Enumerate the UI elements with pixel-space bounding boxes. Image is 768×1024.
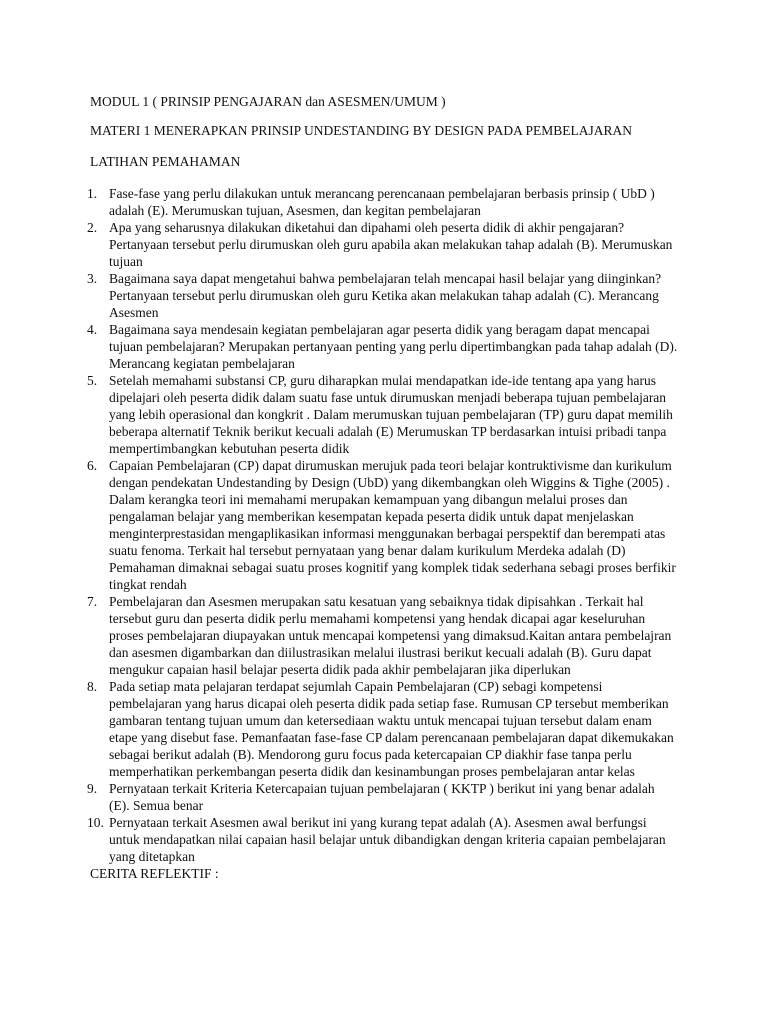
- list-item: [87, 185, 678, 219]
- item-text: Capaian Pembelajaran (CP) dapat dirumuskan merujuk pada teori belajar kontruktivisme dan kurikulum dengan pendekatan Undestanding by Design (UbD) yang dikembangkan oleh Wiggins & Tighe (2005) . Dalam kerangka teori ini memahami merupakan kemampuan yang dibangun melalui proses dan pengalaman belajar yang memberikan kesempatan kepada peserta didik untuk dapat menjelaskan menginterprestasidan mengaplikasikan informasi menggunakan berbagai perspektif dan berempati atas suatu fenoma. Terkait hal tersebut pernyataan yang benar dalam kurikulum Merdeka adalah (D) Pemahaman dimaknai sebagai suatu proses kognitif yang komplek tidak sederhana sebagi proses berfikir tingkat rendah: [109, 458, 676, 592]
- latihan-title: LATIHAN PEMAHAMAN: [90, 154, 241, 169]
- list-item: [87, 678, 678, 780]
- item-text: Pada setiap mata pelajaran terdapat sejumlah Capain Pembelajaran (CP) sebagi kompetensi pembelajaran yang harus dicapai oleh peserta didik pada setiap fase. Rumusan CP tersebut memberikan gambaran tentang tujuan umum dan ketersediaan waktu untuk mencapai tujuan tersebut dalam enam etape yang disebut fase. Pemanfaatan fase-fase CP dalam perencanaan pembelajaran dapat dikemukakan sebagai berikut adalah (B). Mendorong guru focus pada ketercapaian CP diakhir fase tanpa perlu memperhatikan perkembangan peserta didik dan kesinambungan proses pembelajaran antar kelas: [109, 679, 674, 779]
- item-text: Bagaimana saya mendesain kegiatan pembelajaran agar peserta didik yang beragam dapat mencapai tujuan pembelajaran? Merupakan pertanyaan penting yang perlu dipertimbangkan pada tahap adalah (D). Merancang kegiatan pembelajaran: [109, 322, 678, 371]
- item-number: 6.: [87, 458, 98, 473]
- item-text: Setelah memahami substansi CP, guru diharapkan mulai mendapatkan ide-ide tentang apa yang harus dipelajari oleh peserta didik dalam suatu fase untuk dirumuskan menjadi beberapa tujuan pembelajaran yang lebih operasional dan kongkrit . Dalam merumuskan tujuan pembelajaran (TP) guru dapat memilih beberapa alternatif Teknik berikut kecuali adalah (E) Merumuskan TP berdasarkan intuisi pribadi tanpa mempertimbangkan kebutuhan peserta didik: [109, 373, 673, 456]
- item-number: 8.: [87, 679, 98, 694]
- item-number: 7.: [87, 594, 98, 609]
- list-item: [87, 593, 678, 678]
- item-text: Pembelajaran dan Asesmen merupakan satu kesatuan yang sebaiknya tidak dipisahkan . Terkait hal tersebut guru dan peserta didik perlu memahami kompetensi yang hendak dicapai agar keseluruhan proses pembelajaran diupayakan untuk mencapai kompetensi yang dimaksud.Kaitan antara pembelajran dan asesmen digambarkan dan diilustrasikan melalui ilustrasi berikut kecuali adalah (B). Guru dapat mengukur capaian hasil belajar peserta didik pada akhir pembelajaran jika diperlukan: [109, 594, 672, 677]
- list-item: [87, 270, 678, 321]
- list-item: [87, 780, 678, 814]
- question-list: [87, 185, 678, 865]
- item-number: 1.: [87, 186, 98, 201]
- item-text: Pernyataan terkait Kriteria Ketercapaian tujuan pembelajaran ( KKTP ) berikut ini yang benar adalah (E). Semua benar: [109, 781, 655, 813]
- item-number: 3.: [87, 271, 98, 286]
- list-item: [87, 321, 678, 372]
- document-content: [87, 93, 678, 882]
- materi-title: MATERI 1 MENERAPKAN PRINSIP UNDESTANDING BY DESIGN PADA PEMBELAJARAN: [90, 123, 632, 138]
- item-number: 5.: [87, 373, 98, 388]
- item-text: Fase-fase yang perlu dilakukan untuk merancang perencanaan pembelajaran berbasis prinsip ( UbD ) adalah (E). Merumuskan tujuan, Asesmen, dan kegitan pembelajaran: [109, 186, 655, 218]
- item-text: Pernyataan terkait Asesmen awal berikut ini yang kurang tepat adalah (A). Asesmen awal berfungsi untuk mendapatkan nilai capaian hasil belajar untuk dibandigkan dengan kriteria capaian pembelajaran yang ditetapkan: [109, 815, 666, 864]
- list-item: [87, 457, 678, 593]
- list-item: [87, 814, 678, 865]
- list-item: [87, 372, 678, 457]
- item-number: 4.: [87, 322, 98, 337]
- item-text: Bagaimana saya dapat mengetahui bahwa pembelajaran telah mencapai hasil belajar yang diinginkan? Pertanyaan tersebut perlu dirumuskan oleh guru Ketika akan melakukan tahap adalah (C). Merancang Asesmen: [109, 271, 662, 320]
- item-number: 2.: [87, 220, 98, 235]
- item-text: Apa yang seharusnya dilakukan diketahui dan dipahami oleh peserta didik di akhir pengajaran? Pertanyaan tersebut perlu dirumuskan oleh guru apabila akan melakukan tahap adalah (B). Merumuskan tujuan: [109, 220, 673, 269]
- item-number: 9.: [87, 781, 98, 796]
- list-item: [87, 219, 678, 270]
- closing-title: CERITA REFLEKTIF :: [90, 866, 219, 881]
- item-number: 10.: [87, 815, 104, 830]
- modul-title: MODUL 1 ( PRINSIP PENGAJARAN dan ASESMEN/UMUM ): [90, 94, 446, 109]
